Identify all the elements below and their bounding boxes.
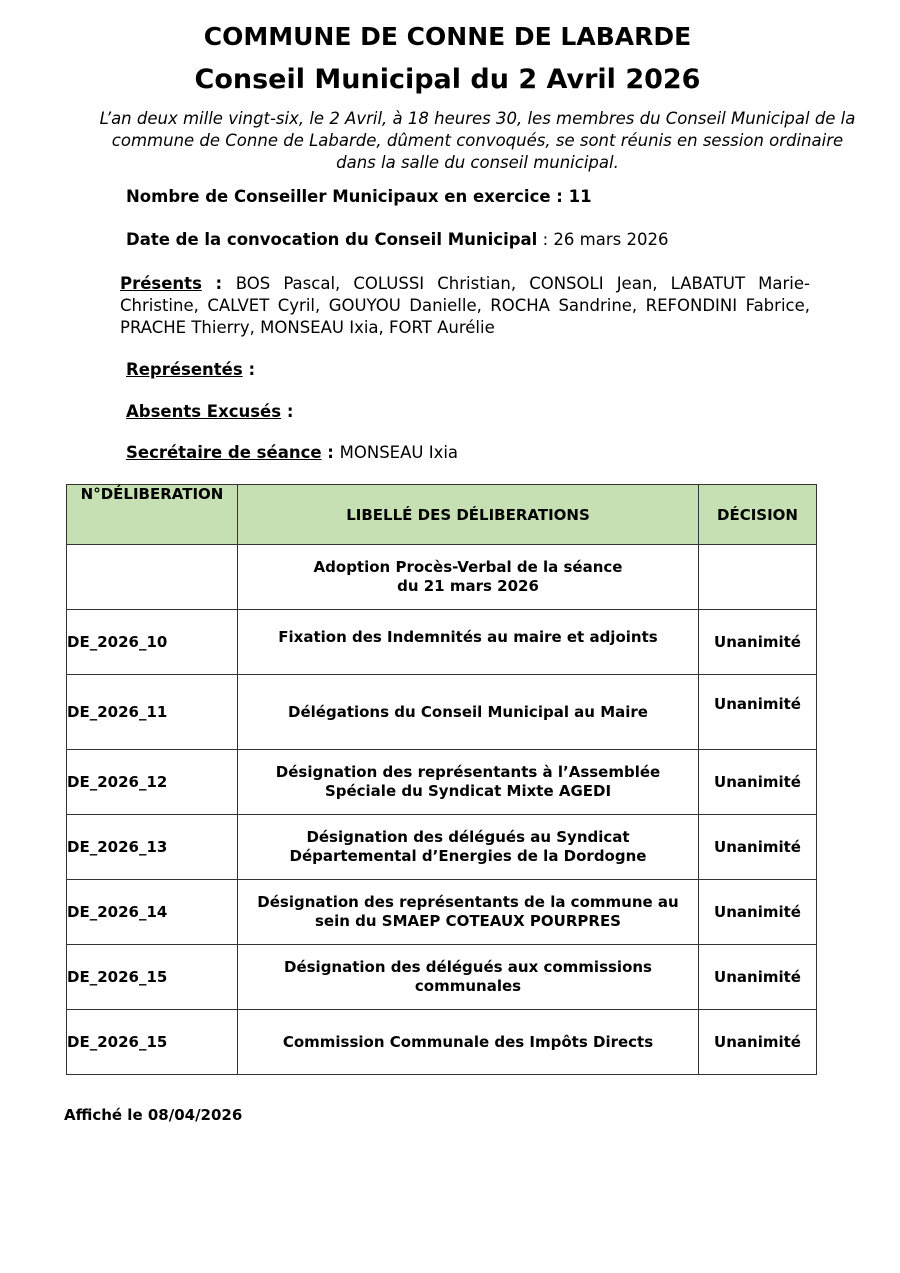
row-libelle-line1: Désignation des délégués aux commissions — [284, 958, 652, 976]
representes-label: Représentés — [126, 360, 243, 379]
row-libelle-line1: Fixation des Indemnités au maire et adjoints — [278, 628, 658, 646]
row-libelle-line1: Délégations du Conseil Municipal au Maire — [288, 702, 648, 721]
row-libelle-line2: sein du SMAEP COTEAUX POURPRES — [314, 912, 621, 930]
header-decision: DÉCISION — [699, 485, 817, 545]
nombre-conseillers — [126, 187, 592, 206]
row-libelle-line1: Désignation des représentants à l’Assemblée — [275, 763, 661, 781]
row-libelle — [238, 815, 699, 880]
absents-separator: : — [281, 402, 294, 421]
row-libelle-line1: Commission Communale des Impôts Directs — [282, 1032, 654, 1051]
row-numero: DE_2026_10 — [67, 610, 238, 675]
affiche-date: Affiché le 08/04/2026 — [64, 1106, 243, 1124]
row-libelle — [238, 1010, 699, 1075]
secretaire-separator: : — [321, 443, 340, 462]
council-title: Conseil Municipal du 2 Avril 2026 — [194, 64, 701, 95]
table-row — [67, 945, 817, 1010]
presents-separator: : — [201, 274, 236, 293]
row-numero: DE_2026_15 — [67, 1010, 238, 1075]
row-decision: Unanimité — [699, 880, 817, 945]
absents-excuses — [126, 402, 293, 421]
row-libelle-line2: du 21 mars 2026 — [397, 577, 539, 595]
table-header-row — [67, 485, 817, 545]
row-libelle — [238, 750, 699, 815]
row-numero: DE_2026_13 — [67, 815, 238, 880]
table-row — [67, 610, 817, 675]
row-decision: Unanimité — [699, 610, 817, 675]
row-decision: Unanimité — [699, 1010, 817, 1075]
secretaire-seance — [126, 443, 458, 462]
table-row — [67, 545, 817, 610]
row-numero: DE_2026_15 — [67, 945, 238, 1010]
table-row — [67, 1010, 817, 1075]
row-numero: DE_2026_12 — [67, 750, 238, 815]
row-libelle-line2: Départemental d’Energies de la Dordogne — [289, 847, 647, 865]
row-numero: DE_2026_14 — [67, 880, 238, 945]
row-decision: Unanimité — [699, 945, 817, 1010]
row-libelle — [238, 880, 699, 945]
table-row — [67, 815, 817, 880]
row-libelle-line1: Adoption Procès-Verbal de la séance — [313, 558, 623, 576]
convocation-label: Date de la convocation du Conseil Municipal — [126, 230, 538, 249]
presents-value: BOS Pascal, COLUSSI Christian, CONSOLI Jean, LABATUT Marie-Christine, CALVET Cyril, GOUYOU Danielle, ROCHA Sandrine, REFONDINI Fabrice, PRACHE Thierry, MONSEAU Ixia, FORT Aurélie — [120, 274, 811, 337]
date-convocation — [126, 230, 668, 249]
deliberations-table — [66, 484, 817, 1075]
row-numero: DE_2026_11 — [67, 675, 238, 750]
table-row — [67, 750, 817, 815]
presents — [120, 273, 810, 339]
row-libelle — [238, 610, 699, 675]
row-decision — [699, 545, 817, 610]
row-numero — [67, 545, 238, 610]
secretaire-value: MONSEAU Ixia — [339, 443, 459, 462]
absents-label: Absents Excusés — [126, 402, 282, 421]
row-libelle-line1: Désignation des délégués au Syndicat — [306, 828, 630, 846]
row-libelle-line2: Spéciale du Syndicat Mixte AGEDI — [324, 782, 612, 800]
row-libelle-line1: Désignation des représentants de la commune au — [257, 893, 679, 911]
convocation-separator: : — [537, 230, 554, 249]
intro-paragraph: L’an deux mille vingt-six, le 2 Avril, à 18 heures 30, les membres du Conseil Municipal de la commune de Conne de Labarde, dûment convoqués, se sont réunis en session ordinaire dans la salle du conseil municipal. — [99, 109, 856, 172]
representes-separator: : — [242, 360, 256, 379]
table-row — [67, 880, 817, 945]
row-libelle — [238, 675, 699, 750]
row-decision: Unanimité — [699, 750, 817, 815]
row-decision: Unanimité — [699, 675, 817, 750]
convocation-value: 26 mars 2026 — [553, 230, 669, 249]
table-row — [67, 675, 817, 750]
nombre-conseillers-label: Nombre de Conseiller Municipaux en exercice : 11 — [126, 187, 592, 206]
presents-label: Présents — [120, 274, 202, 293]
header-libelle: LIBELLÉ DES DÉLIBERATIONS — [238, 485, 699, 545]
secretaire-label: Secrétaire de séance — [126, 443, 322, 462]
header-numero: N°DÉLIBERATION — [67, 485, 238, 545]
commune-title: COMMUNE DE CONNE DE LABARDE — [203, 22, 692, 51]
row-libelle — [238, 545, 699, 610]
row-libelle-line2: communales — [414, 977, 522, 995]
representes — [126, 360, 255, 379]
row-decision: Unanimité — [699, 815, 817, 880]
row-libelle — [238, 945, 699, 1010]
